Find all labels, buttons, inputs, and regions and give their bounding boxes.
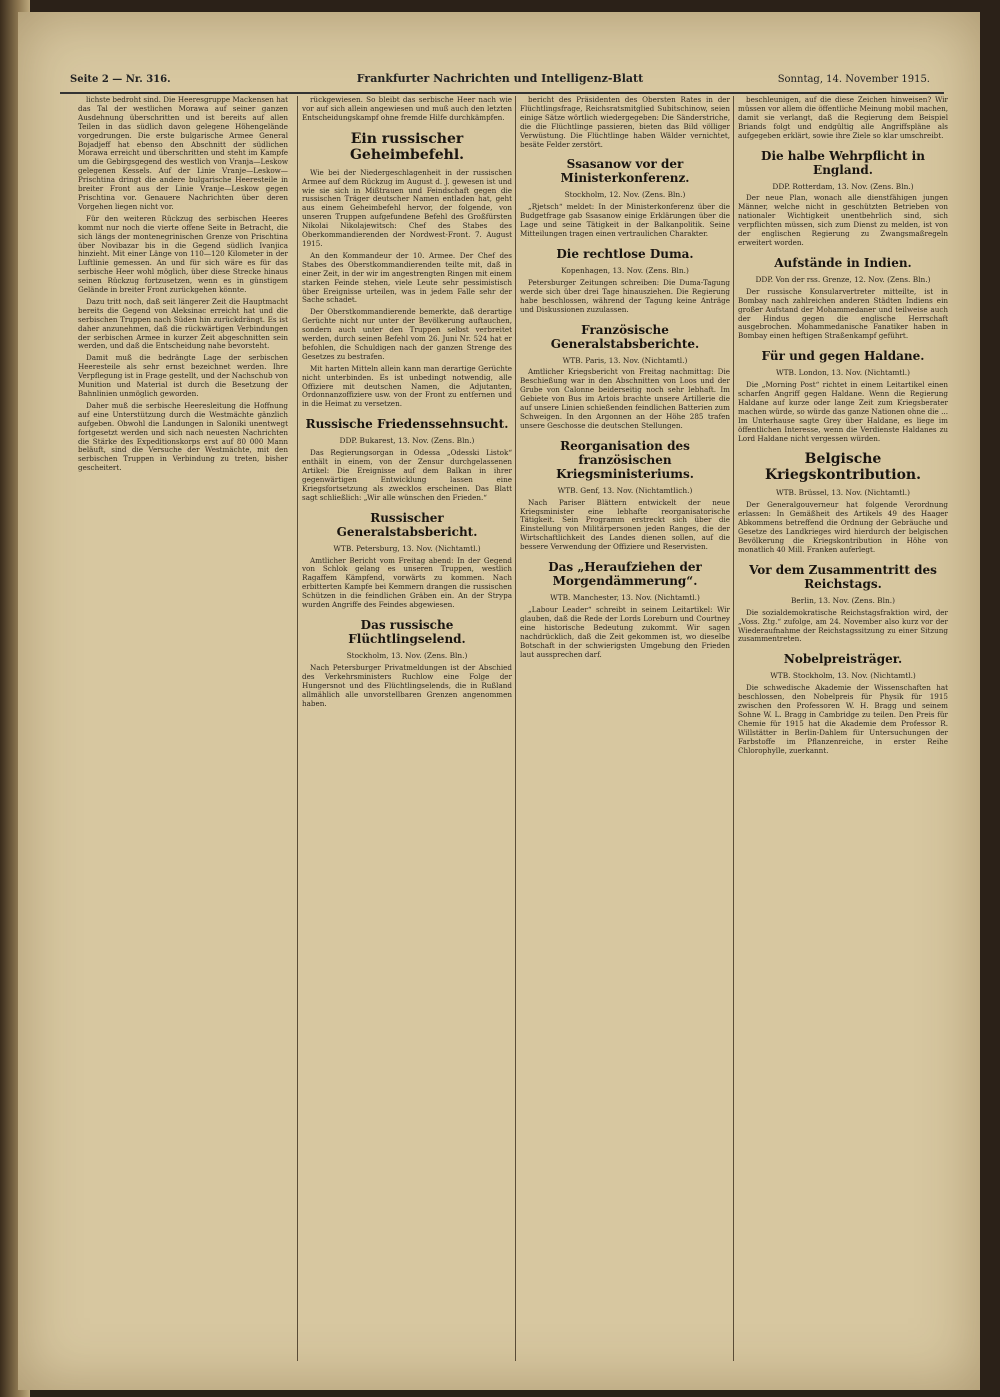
article-headline: Die halbe Wehrpflicht in England. [761, 148, 925, 177]
paragraph: „Labour Leader“ schreibt in seinem Leitartikel: Wir glauben, daß die Rede der Lords Loreburn und Courtney eine historische Bedeutung zukommt. Wir sagen nachdrücklich, daß die Zeit gekommen ist, wo dieselbe Botschaft in der schwierigsten Umgebung den Frieden laut aussprechen darf. [520, 605, 730, 659]
page-header [60, 70, 940, 92]
dateline: WTB. Stockholm, 13. Nov. (Nichtamtl.) [770, 671, 916, 681]
paragraph: An den Kommandeur der 10. Armee. Der Chef des Stabes des Oberstkommandierenden teilte mit, daß in einer Zeit, in der wir im angestrengten Ringen mit einem starken Feinde stehen, viele Leute sehr pessimistisch über Ereignisse urteilen, was in jedem Falle sehr der Sache schadet. [302, 250, 512, 305]
dateline: Stockholm, 13. Nov. (Zens. Bln.) [346, 650, 468, 660]
paragraph: „Rjetsch“ meldet: In der Ministerkonferenz über die Budgetfrage gab Ssasanow einige Erklärungen über die Lage und seine Tätigkeit in der Balkanpolitik. Seine Mitteilungen tragen einen vertraulichen Charakter. [520, 202, 730, 239]
paragraph: Für den weiteren Rückzug des serbischen Heeres kommt nur noch die vierte offene Seite in Betracht, die sich längs der montenegrinischen Grenze von Prischtina über Novibazar bis in die Gegend südlich Ivanjica hinzieht. Mit einer Länge von 110—120 Kilometer in der Luftlinie gemessen. An und für sich wäre es für das serbische Heer wohl möglich, über diese Strecke hinaus seinen Rückzug fortzusetzen, wenn es in günstigem Gelände in breiter Front zurückgehen könnte. [78, 213, 288, 295]
dateline: Stockholm, 12. Nov. (Zens. Bln.) [564, 190, 686, 200]
paragraph: beschleunigen, auf die diese Zeichen hinweisen? Wir müssen vor allem die öffentliche Meinung mobil machen, damit sie verlangt, daß die Regierung dem Beispiel Briands folgt und endgültig alle Angriffspläne als aufgegeben erklärt, sowie ihre Ziele so klar umschreibt. [738, 96, 948, 140]
article-headline: Ssasanow vor der Ministerkonferenz. [560, 157, 690, 186]
page-number: Seite 2 — Nr. 316. [70, 74, 171, 85]
dateline: WTB. Brüssel, 13. Nov. (Nichtamtl.) [776, 488, 910, 498]
paragraph: Die „Morning Post“ richtet in einem Leitartikel einen scharfen Angriff gegen Haldane. Wenn die Regierung Haldane auf kurze oder lange Zeit zum Kriegsberater machen würde, so würde das ganze Nationen ohne die ... Im Unterhause sagte Grey über Haldane, es liege im öffentlichen Interesse, wenn die Verdienste Haldanes zu Lord Haldane nicht vergessen würden. [738, 380, 948, 443]
paragraph: Die schwedische Akademie der Wissenschaften hat beschlossen, den Nobelpreis für Physik für 1915 zwischen den Professoren W. H. Bragg und seinem Sohne W. L. Bragg in Cambridge zu teilen. Den Preis für Chemie für 1915 hat die Akademie dem Professor R. Willstätter in Berlin-Dahlem für Untersuchungen der Farbstoffe im Pflanzenreiche, in erster Reihe Chlorophylle, zuerkannt. [738, 683, 948, 755]
column-divider [733, 96, 734, 1361]
article-headline: Aufstände in Indien. [774, 255, 912, 270]
paragraph: Nach Petersburger Privatmeldungen ist der Abschied des Verkehrsministers Ruchlow eine Folge der Hungersnot und des Flüchtlingselends, die in Rußland allmählich alle unvorstellbaren Grenzen angenommen haben. [302, 662, 512, 708]
paragraph: Amtlicher Kriegsbericht von Freitag nachmittag: Die Beschießung war in den Abschnitten von Loos und der Grube von Calonne beiderseitig noch sehr lebhaft. Im Gebiete von Bus im Artois brachte unsere Artillerie die auf unsere Linien schießenden feindlichen Batterien zum Schweigen. In den Argonnen an der Höhe 285 trafen unsere Geschosse die deutschen Stellungen. [520, 367, 730, 430]
paragraph: Der neue Plan, wonach alle dienstfähigen jungen Männer, welche nicht in geschützten Betrieben von nationaler Wichtigkeit unentbehrlich sind, sich verpflichten müssen, sich zum Dienst zu melden, ist von der englischen Regierung zu Zwangsmaßregeln erweitert worden. [738, 193, 948, 247]
dateline: WTB. Paris, 13. Nov. (Nichtamtl.) [562, 355, 688, 365]
paragraph: Die sozialdemokratische Reichstagsfraktion wird, der „Voss. Ztg.“ zufolge, am 24. November also kurz vor der Wiederaufnahme der Reichstagssitzung zu einer Sitzung zusammentreten. [738, 607, 948, 644]
dateline: Berlin, 13. Nov. (Zens. Bln.) [791, 595, 895, 605]
article-headline: Nobelpreisträger. [783, 652, 903, 667]
paragraph: Petersburger Zeitungen schreiben: Die Duma-Tagung werde sich über drei Tage hinausziehen. Die Regierung habe beschlossen, während der Tagung keine Anträge und Diskussionen zuzulassen. [520, 277, 730, 314]
dateline: WTB. Petersburg, 13. Nov. (Nichtamtl.) [333, 543, 481, 553]
paragraph: bericht des Präsidenten des Obersten Rates in der Flüchtlingsfrage, Reichsratsmitglied Subitschinow, seien einige Sätze wörtlich wiedergegeben: Die Sänderstriche, die die Flüchtlinge passieren, bieten das Bild völliger Verwüstung. Die Flüchtlinge haben Wälder vernichtet, besäte Felder zerstört. [520, 96, 730, 149]
paragraph: Amtlicher Bericht vom Freitag abend: In der Gegend von Schlok gelang es unseren Truppen, westlich Ragaffem Kämpfend, vorwärts zu kommen. Nach erbitterten Kampfe bei Kemmern drangen die russischen Schützen in die feindlichen Gräben ein. An der Strypa wurden Angriffe des Feindes abgewiesen. [302, 555, 512, 610]
paragraph: Wie bei der Niedergeschlagenheit in der russischen Armee auf dem Rückzug im August d. J. gewesen ist und wie sie sich in Mißtrauen und Feindschaft gegen die russischen Träger deutscher Namen entladen hat, geht aus einem Geheimbefehl hervor, der folgende, von unseren Truppen aufgefundene Befehl des Großfürsten Nikolai Nikolajewitsch: Chef des Stabes des Oberkommandierenden der Nordwest-Front. 7. August 1915. [302, 167, 512, 248]
article-headline: Das russische Flüchtlingselend. [348, 617, 466, 646]
column-divider [297, 96, 298, 1361]
article-headline: Ein russischer Geheimbefehl. [349, 130, 465, 163]
paragraph: Nach Pariser Blättern entwickelt der neue Kriegsminister eine lebhafte reorganisatorische Tätigkeit. Sein Programm erstreckt sich über die Einstellung von Militärpersonen jeden Ranges, die der Wirtschaftlichkeit des Landes dienen sollen, auf die bessere Verwendung der Offiziere und Reservisten. [520, 497, 730, 552]
paragraph: Der Generalgouverneur hat folgende Verordnung erlassen: In Gemäßheit des Artikels 49 des Haager Abkommens betreffend die Ordnung der Gebräuche und Gesetze des Landkrieges wird hierdurch der belgischen Bevölkerung die Kriegskontribution in Höhe von monatlich 40 Mill. Franken auferlegt. [738, 500, 948, 554]
column-divider [515, 96, 516, 1361]
header-rule [60, 92, 944, 94]
dateline: WTB. London, 13. Nov. (Nichtamtl.) [776, 368, 910, 378]
article-headline: Russischer Generalstabsbericht. [336, 510, 478, 539]
paragraph: Damit muß die bedrängte Lage der serbischen Heeresteile als sehr ernst bezeichnet werden. Ihre Verpflegung ist in Frage gestellt, und der Nachschub von Munition und Material ist durch die Besetzung der Bahnlinien unmöglich geworden. [78, 353, 288, 398]
column-2 [302, 96, 512, 1376]
article-headline: Reorganisation des französischen Kriegsministeriums. [556, 438, 694, 481]
paragraph: Daher muß die serbische Heeresleitung die Hoffnung auf eine Unterstützung durch die Westmächte gänzlich aufgeben. Obwohl die Landungen in Saloniki unentwegt fortgesetzt werden und sich nach neuesten Nachrichten die Stärke des Expeditionskorps erst auf 80 000 Mann beläuft, sind die Versuche der Westmächte, mit den serbischen Truppen in Verbindung zu treten, bisher gescheitert. [78, 400, 288, 473]
column-3 [520, 96, 730, 1376]
dateline: DDP. Rotterdam, 13. Nov. (Zens. Bln.) [772, 181, 914, 191]
column-4 [738, 96, 948, 1376]
dateline: DDP. Von der rss. Grenze, 12. Nov. (Zens. Bln.) [755, 274, 931, 284]
article-headline: Vor dem Zusammentritt des Reichstags. [749, 562, 937, 591]
masthead-title: Frankfurter Nachrichten und Intelligenz-Blatt [356, 72, 644, 85]
paragraph: Der Oberstkommandierende bemerkte, daß derartige Gerüchte nicht nur unter der Bevölkerung auftauchen, sondern auch unter den Truppen selbst verbreitet werden, durch seinen Befehl vom 26. Juni Nr. 524 hat er befohlen, die Schuldigen nach der ganzen Strenge des Gesetzes zu bestrafen. [302, 307, 512, 361]
paragraph: lichste bedroht sind. Die Heeresgruppe Mackensen hat das Tal der westlichen Morawa auf seiner ganzen Ausdehnung überschritten und ist bereits auf allen Teilen in das südlich davon gelegene Höhengelände vorgedrungen. Die erste bulgarische Armee General Bojadjeff hat ebenso den Abschnitt der südlichen Morawa erreicht und überschritten und steht im Kampfe um die Gebirgsgegend des westlich von Vranja—Leskow gelegenen Kessels. Auf der Linie Vranje—Leskow—Prischtina dringt die andere bulgarische Heeresteile in breiter Front aus der Linie Vranje—Leskow gegen Prischtina vor. Genauere Nachrichten über deren Vorgehen liegen nicht vor. [78, 96, 288, 211]
column-1 [78, 96, 288, 1376]
paragraph: rückgewiesen. So bleibt das serbische Heer nach wie vor auf sich allein angewiesen und muß auch den letzten Entscheidungskampf ohne fremde Hilfe durchkämpfen. [302, 96, 512, 122]
dateline: WTB. Manchester, 13. Nov. (Nichtamtl.) [550, 593, 700, 603]
article-headline: Russische Friedenssehnsucht. [305, 417, 509, 432]
paragraph: Das Regierungsorgan in Odessa „Odesski Listok“ enthält in einem, von der Zensur durchgelassenen Artikel: Die Ereignisse auf dem Balkan in ihrer gegenwärtigen Entwicklung lassen eine Kriegsfortsetzung als zwecklos erscheinen. Das Blatt sagt schließlich: „Wir alle wünschen den Frieden.“ [302, 448, 512, 502]
paragraph: Dazu tritt noch, daß seit längerer Zeit die Hauptmacht bereits die Gegend von Aleksinac erreicht hat und die serbischen Truppen nach Süden hin zurückdrängt. Es ist daher anzunehmen, daß die rückwärtigen Verbindungen der serbischen Armee in kurzer Zeit abgeschnitten sein werden, und daß die Entscheidung nahe bevorsteht. [78, 296, 288, 351]
dateline: WTB. Genf, 13. Nov. (Nichtamtlich.) [557, 485, 693, 495]
article-headline: Für und gegen Haldane. [761, 349, 925, 364]
paragraph: Der russische Konsularvertreter mitteilte, ist in Bombay nach zahlreichen anderen Städten Indiens ein großer Aufstand der Mohammedaner und teilweise auch der Hindus gegen die englische Herrschaft ausgebrochen. Mohammedanische Fanatiker haben in Bombay einen heftigen Straßenkampf geführt. [738, 286, 948, 341]
dateline: DDP. Bukarest, 13. Nov. (Zens. Bln.) [339, 436, 475, 446]
paragraph: Mit harten Mitteln allein kann man derartige Gerüchte nicht unterbinden. Es ist unbedingt notwendig, alle Offiziere mit deutschen Namen, die Adjutanten, Ordonnanzoffiziere usw. von der Front zu entfernen und in die Heimat zu versetzen. [302, 363, 512, 409]
dateline: Kopenhagen, 13. Nov. (Zens. Bln.) [561, 265, 689, 275]
article-headline: Das „Heraufziehen der Morgendämmerung“. [548, 560, 702, 589]
article-headline: Französische Generalstabsberichte. [550, 322, 700, 351]
article-headline: Belgische Kriegskontribution. [765, 451, 921, 484]
issue-date: Sonntag, 14. November 1915. [777, 74, 930, 85]
article-headline: Die rechtlose Duma. [556, 246, 694, 261]
